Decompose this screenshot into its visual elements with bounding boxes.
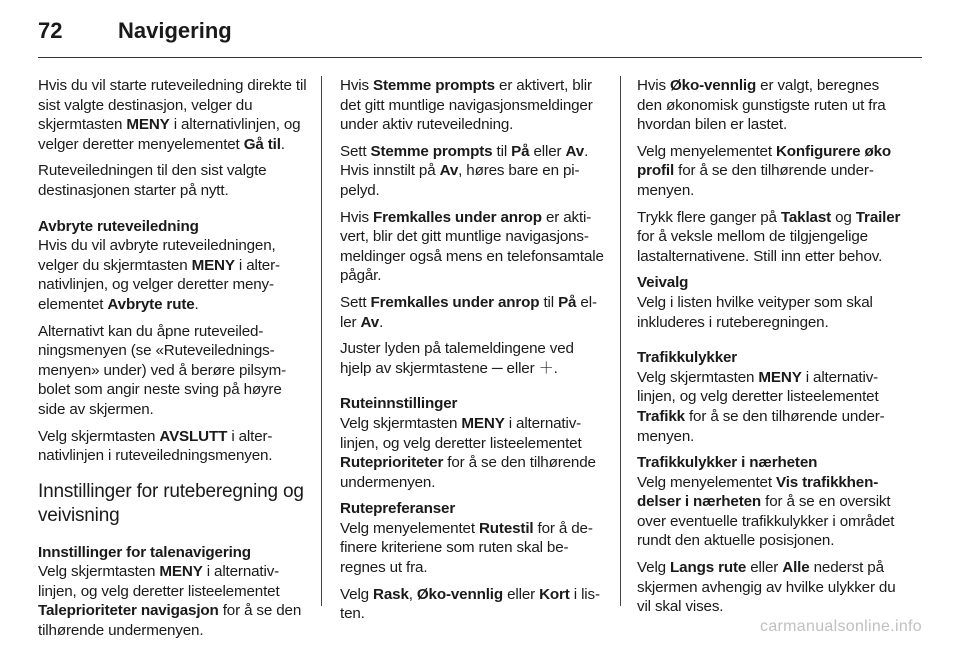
section-heading: Trafikkulykker (637, 349, 738, 367)
paragraph: Velg menyelementet Rutestil for å definere kriteriene som ruten skal beregnes ut fra. (340, 519, 593, 577)
column-2 (340, 76, 608, 631)
paragraph: Velg Langs rute eller Alle nederst på skjermen avhengig av hvilke ulykker du vil skal vises. (637, 559, 896, 616)
paragraph: Velg Rask, Øko-vennlig eller Kort i listen. (340, 585, 601, 623)
section-heading: Avbryte ruteveiledning (38, 217, 199, 235)
paragraph: Hvis Stemme prompts er aktivert, blir det gitt muntlige navigasjonsmeldinger under aktiv ruteveiledning. (340, 77, 593, 134)
header-rule (38, 57, 922, 58)
paragraph: Sett Stemme prompts til På eller Av. Hvis innstilt på Av, høres bare en pipelyd. (340, 142, 589, 199)
column-1 (38, 76, 310, 648)
paragraph: Hvis du vil avbryte ruteveiledningen, velger du skjermtasten MENY i alternativlinjen, og velger deretter menyelementet Avbryte rute. (38, 237, 281, 313)
section-heading: Veivalg (637, 274, 689, 292)
paragraph: Hvis Øko-vennlig er valgt, beregnes den økonomisk gunstigste ruten ut fra hvordan bilen er lastet. (637, 77, 886, 134)
section-heading: Trafikkulykker i nærheten (637, 454, 818, 472)
column-divider (620, 76, 621, 606)
page-header (38, 18, 232, 48)
paragraph: Velg skjermtasten MENY i alternativlinjen, og velg deretter listeelementet Trafikk for å se den tilhørende undermenyen. (637, 368, 885, 445)
paragraph: Juster lyden på talemeldingene ved hjelp av skjermtastene ─ eller ＋. (340, 340, 574, 377)
section-heading: Innstillinger for talenavigering (38, 543, 251, 561)
paragraph: Velg i listen hvilke veityper som skal inkluderes i ruteberegningen. (637, 293, 873, 331)
section-heading: Ruteinnstillinger (340, 395, 458, 413)
column-3 (637, 76, 905, 624)
section-heading: Rutepreferanser (340, 500, 456, 518)
paragraph: Hvis Fremkalles under anrop er aktivert, blir det gitt muntlige navigasjonsmeldinger også mens en telefonsamtale pågår. (340, 208, 604, 285)
page-title: Navigering (118, 18, 232, 43)
paragraph: Sett Fremkalles under anrop til På eller Av. (340, 293, 597, 331)
paragraph: Velg menyelementet Vis trafikkhendelser i nærheten for å se en oversikt over eventuelle trafikkulykker i området rundt den aktuelle posisjonen. (637, 473, 895, 550)
paragraph: Velg menyelementet Konfigurere øko profil for å se den tilhørende undermenyen. (637, 142, 892, 199)
page-number: 72 (38, 18, 63, 43)
paragraph: Alternativt kan du åpne ruteveiledningsmenyen (se «Ruteveiledningsmenyen» under) ved å berøre pilsymbolet som angir neste sving på høyre side av skjermen. (38, 322, 287, 418)
column-divider (321, 76, 322, 606)
paragraph: Velg skjermtasten AVSLUTT i alternativlinjen i ruteveiledningsmenyen. (38, 427, 273, 465)
watermark: carmanualsonline.info (760, 618, 922, 635)
paragraph: Velg skjermtasten MENY i alternativlinjen, og velg deretter listeelementet Taleprioriteter navigasjon for å se den tilhørende undermenyen. (38, 563, 302, 640)
paragraph: Velg skjermtasten MENY i alternativlinjen, og velg deretter listeelementet Ruteprioriteter for å se den tilhørende undermenyen. (340, 414, 596, 491)
paragraph: Hvis du vil starte ruteveiledning direkte til sist valgte destinasjon, velger du skjermtasten MENY i alternativlinjen, og velger deretter menyelementet Gå til. (38, 77, 307, 153)
paragraph: Ruteveiledningen til den sist valgte destinasjonen starter på nytt. (38, 162, 267, 199)
paragraph: Trykk flere ganger på Taklast og Trailer for å veksle mellom de tilgjengelige lastalternativene. Still inn etter behov. (637, 208, 901, 265)
chapter-heading: Innstillinger for ruteberegning og veivisning (38, 480, 304, 526)
